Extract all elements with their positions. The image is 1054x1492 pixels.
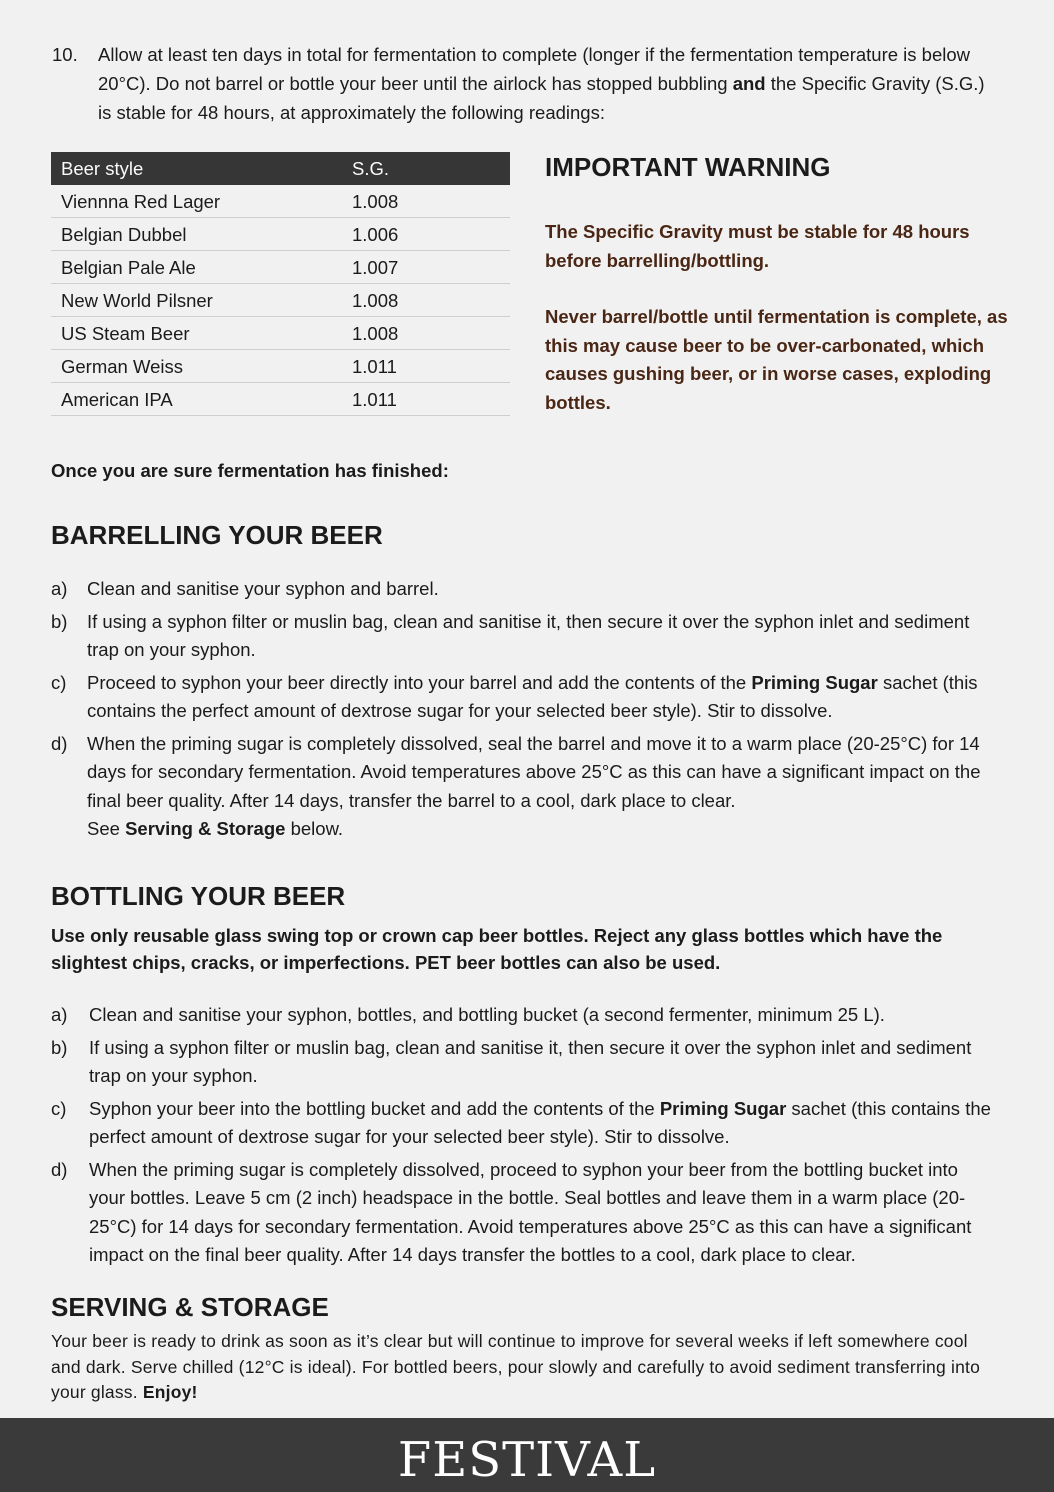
bottling-steps [51, 1001, 991, 1274]
step-text: When the priming sugar is completely dissolved, seal the barrel and move it to a warm place (20-25°C) for 14 days for secondary fermentation. Avoid temperatures above 25°C as this can have a significant impact on the final beer quality. After 14 days, transfer the barrel to a cool, dark place to clear. [87, 732, 981, 811]
step-10-bold: and [732, 73, 766, 94]
beer-style-cell: Viennna Red Lager [51, 185, 342, 218]
step-letter: d) [51, 732, 68, 754]
step-letter: d) [51, 1158, 68, 1180]
beer-style-cell: Belgian Pale Ale [51, 251, 342, 284]
beer-style-cell: New World Pilsner [51, 284, 342, 317]
list-item [51, 1001, 991, 1030]
step-text: If using a syphon filter or muslin bag, clean and sanitise it, then secure it over the syphon inlet and sediment trap on your syphon. [89, 1036, 972, 1086]
sg-cell: 1.006 [342, 218, 510, 251]
step-text: Proceed to syphon your beer directly into your barrel and add the contents of the [87, 671, 752, 693]
step-10-text [98, 40, 987, 127]
step-letter: a) [51, 578, 68, 599]
step-10 [52, 40, 987, 127]
header-sg: S.G. [342, 152, 510, 185]
table-row [51, 350, 510, 383]
table-header-row [51, 152, 510, 185]
list-item [51, 608, 991, 665]
step-letter: b) [51, 1036, 68, 1058]
fermentation-finished-note: Once you are sure fermentation has finished: [51, 460, 449, 481]
priming-sugar-bold: Priming Sugar [751, 671, 878, 693]
beer-style-cell: American IPA [51, 383, 342, 416]
table-row [51, 251, 510, 284]
priming-sugar-bold: Priming Sugar [659, 1097, 787, 1119]
step-text: Syphon your beer into the bottling bucket and add the contents of the [89, 1097, 660, 1119]
footer-bar [0, 1418, 1054, 1492]
festival-logo: FESTIVAL [397, 1432, 657, 1488]
sg-cell: 1.007 [342, 251, 510, 284]
list-item [51, 575, 991, 604]
beer-style-cell: German Weiss [51, 350, 342, 383]
serving-body: Your beer is ready to drink as soon as it’s clear but will continue to improve for several weeks if left somewhere cool and dark. Serve chilled (12°C is ideal). For bottled beers, pour slowly and carefully to avoid sediment transferring into your glass. [51, 1331, 981, 1402]
beer-style-cell: Belgian Dubbel [51, 218, 342, 251]
beer-style-cell: US Steam Beer [51, 317, 342, 350]
list-item [51, 669, 991, 726]
warning-paragraph-1: The Specific Gravity must be stable for 48 hours before barrelling/bottling. [545, 221, 970, 271]
warning-paragraph-2: Never barrel/bottle until fermentation is complete, as this may cause beer to be over-carbonated, which causes gushing beer, or in worse cases, exploding bottles. [545, 306, 1008, 413]
list-item [51, 1156, 991, 1270]
step-text-end: sachet (this contains the perfect amount of dextrose sugar for your selected beer style). Stir to dissolve. [89, 1097, 991, 1147]
see-text: See [87, 818, 126, 839]
barrelling-steps [51, 575, 991, 848]
list-item [51, 1095, 991, 1152]
table-row [51, 383, 510, 416]
step-letter: b) [51, 610, 68, 632]
step-text: If using a syphon filter or muslin bag, clean and sanitise it, then secure it over the syphon inlet and sediment trap on your syphon. [87, 610, 970, 660]
bottling-heading: BOTTLING YOUR BEER [51, 881, 346, 911]
step-text: When the priming sugar is completely dissolved, proceed to syphon your beer from the bottling bucket into your bottles. Leave 5 cm (2 inch) headspace in the bottle. Seal bottles and leave them in a warm place (20-25°C) for 14 days for secondary fermentation. Avoid temperatures above 25°C as this can have a significant impact on the final beer quality. After 14 days transfer the bottles to a cool, dark place to clear. [89, 1158, 972, 1265]
serving-text [51, 1329, 1001, 1406]
step-text: Clean and sanitise your syphon, bottles, and bottling bucket (a second fermenter, minimum 25 L). [89, 1004, 885, 1025]
step-text-end: sachet (this contains the perfect amount of dextrose sugar for your selected beer style). Stir to dissolve. [87, 671, 978, 721]
step-text: Clean and sanitise your syphon and barrel. [87, 578, 439, 599]
sg-cell: 1.008 [342, 317, 510, 350]
serving-storage-ref: Serving & Storage [125, 818, 286, 839]
sg-cell: 1.008 [342, 185, 510, 218]
bottling-intro: Use only reusable glass swing top or crown cap beer bottles. Reject any glass bottles which have the slightest chips, cracks, or imperfections. PET beer bottles can also be used. [51, 925, 943, 973]
step-letter: c) [51, 671, 67, 693]
step-text-end: below. [285, 818, 344, 839]
header-beer-style: Beer style [51, 152, 342, 185]
table-row [51, 185, 510, 218]
sg-cell: 1.011 [342, 383, 510, 416]
list-item [51, 730, 991, 844]
step-letter: c) [51, 1097, 67, 1119]
table-row [51, 284, 510, 317]
step-10-text-b: the Specific Gravity (S.G.) is stable for 48 hours, at approximately the following readings: [98, 73, 985, 123]
step-number: 10. [52, 44, 78, 65]
enjoy-text: Enjoy! [142, 1382, 198, 1402]
sg-table [51, 152, 510, 416]
step-letter: a) [51, 1004, 68, 1025]
warning-title: IMPORTANT WARNING [545, 152, 831, 182]
serving-heading: SERVING & STORAGE [51, 1292, 329, 1322]
sg-cell: 1.008 [342, 284, 510, 317]
table-row [51, 317, 510, 350]
table-row [51, 218, 510, 251]
sg-cell: 1.011 [342, 350, 510, 383]
important-warning [545, 150, 1015, 445]
barrelling-heading: BARRELLING YOUR BEER [51, 520, 383, 550]
list-item [51, 1034, 991, 1091]
step-10-text-a: Allow at least ten days in total for fermentation to complete (longer if the fermentation temperature is below 20°C). Do not barrel or bottle your beer until the airlock has stopped bubbling [98, 44, 971, 94]
